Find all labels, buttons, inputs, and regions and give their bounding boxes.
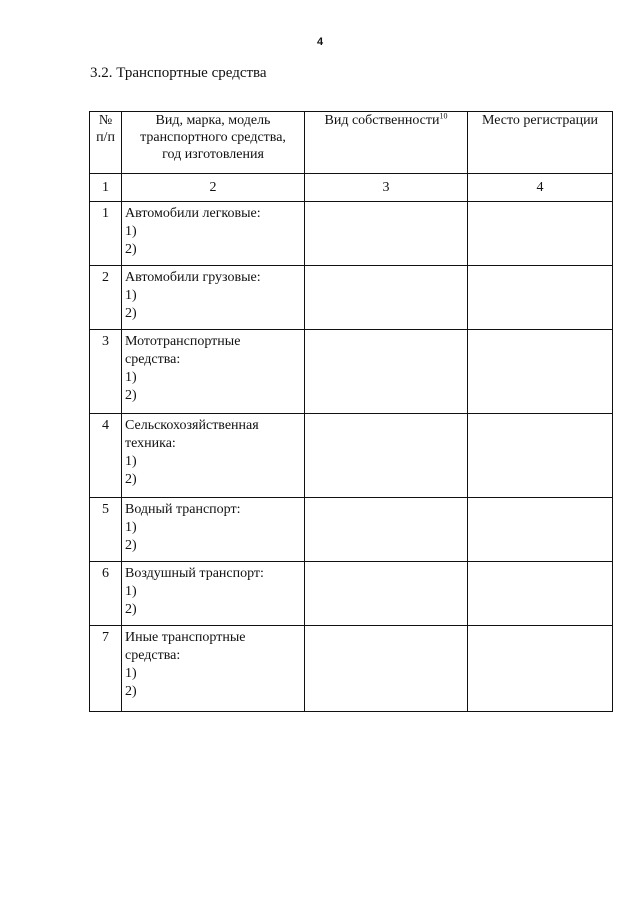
page-number: 4 [316, 36, 324, 48]
header-ownership [305, 112, 468, 174]
header-vehicle-line2: транспортного средства, [140, 130, 286, 145]
vehicle-entry-2: 2) [125, 306, 137, 321]
vehicle-entry-2: 2) [125, 538, 137, 553]
registration-cell [468, 266, 613, 330]
ownership-cell [305, 562, 468, 626]
row-number: 3 [90, 330, 122, 414]
header-registration [468, 112, 613, 174]
column-number: 1 [90, 174, 122, 202]
table-row [90, 626, 613, 712]
column-number: 4 [468, 174, 613, 202]
table-header [90, 112, 613, 202]
vehicle-type-label: Иные транспортные [125, 630, 246, 645]
vehicle-type-label: Воздушный транспорт: [125, 566, 264, 581]
table-row [90, 266, 613, 330]
vehicle-type-cell [122, 414, 305, 498]
column-number: 2 [122, 174, 305, 202]
vehicle-type-label: Водный транспорт: [125, 502, 241, 517]
vehicle-type-label: Сельскохозяйственная [125, 418, 259, 433]
vehicle-type-cell [122, 330, 305, 414]
table-row [90, 414, 613, 498]
table-body [90, 202, 613, 712]
ownership-cell [305, 330, 468, 414]
ownership-cell [305, 202, 468, 266]
vehicle-entry-1: 1) [125, 370, 137, 385]
header-registration-text: Место регистрации [481, 113, 599, 128]
vehicle-type-cell [122, 562, 305, 626]
vehicle-entry-2: 2) [125, 388, 137, 403]
vehicle-entry-1: 1) [125, 666, 137, 681]
header-ownership-text: Вид собственности [324, 113, 440, 128]
ownership-cell [305, 626, 468, 712]
column-numbers-row [90, 174, 613, 202]
table-row [90, 498, 613, 562]
header-number-line1: № [98, 113, 113, 128]
vehicle-entry-2: 2) [125, 472, 137, 487]
vehicle-type-label: средства: [125, 352, 181, 367]
vehicles-table [89, 111, 613, 712]
vehicle-type-label: Мототранспортные [125, 334, 241, 349]
registration-cell [468, 562, 613, 626]
vehicle-type-cell [122, 202, 305, 266]
header-vehicle-line3: год изготовления [162, 147, 264, 162]
vehicle-entry-1: 1) [125, 584, 137, 599]
vehicle-type-label: средства: [125, 648, 181, 663]
section-title: 3.2. Транспортные средства [90, 65, 267, 81]
vehicle-entry-2: 2) [125, 602, 137, 617]
vehicle-entry-1: 1) [125, 454, 137, 469]
ownership-cell [305, 498, 468, 562]
vehicle-type-label: Автомобили грузовые: [125, 270, 261, 285]
row-number: 5 [90, 498, 122, 562]
registration-cell [468, 202, 613, 266]
row-number: 7 [90, 626, 122, 712]
table-row [90, 202, 613, 266]
vehicle-entry-2: 2) [125, 242, 137, 257]
header-vehicle [122, 112, 305, 174]
table-row [90, 562, 613, 626]
header-number-line2: п/п [96, 130, 115, 145]
vehicle-type-cell [122, 626, 305, 712]
registration-cell [468, 498, 613, 562]
vehicle-type-label: техника: [125, 436, 176, 451]
ownership-cell [305, 266, 468, 330]
vehicle-entry-1: 1) [125, 224, 137, 239]
table-row [90, 330, 613, 414]
row-number: 6 [90, 562, 122, 626]
ownership-cell [305, 414, 468, 498]
row-number: 4 [90, 414, 122, 498]
header-number [90, 112, 122, 174]
vehicle-entry-1: 1) [125, 520, 137, 535]
row-number: 2 [90, 266, 122, 330]
row-number: 1 [90, 202, 122, 266]
vehicle-entry-2: 2) [125, 684, 137, 699]
footnote-marker: 10 [439, 111, 448, 121]
registration-cell [468, 330, 613, 414]
registration-cell [468, 414, 613, 498]
vehicle-type-cell [122, 266, 305, 330]
header-vehicle-line1: Вид, марка, модель [155, 113, 271, 128]
registration-cell [468, 626, 613, 712]
vehicle-type-cell [122, 498, 305, 562]
vehicle-entry-1: 1) [125, 288, 137, 303]
column-number: 3 [305, 174, 468, 202]
vehicle-type-label: Автомобили легковые: [125, 206, 261, 221]
